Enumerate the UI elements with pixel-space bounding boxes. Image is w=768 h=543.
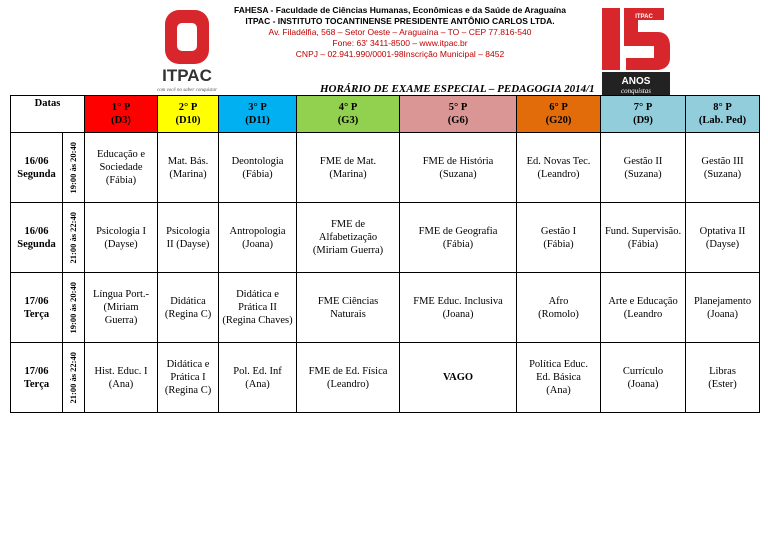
time-label: 21:00 às 22:40 [68,351,78,404]
subject-line: (Romolo) [538,308,579,320]
subject-line: Pol. Ed. Inf [233,365,282,377]
fifteen-logo-number: 15 [610,56,612,57]
schedule-cell [158,273,219,343]
subject-line: Psicologia [166,225,210,237]
subject-line: Planejamento [693,295,752,307]
subject-line: (Joana) [442,308,474,320]
subject-line: Hist. Educ. I [94,365,148,377]
period-label: 6° P [549,102,568,113]
subject-line: FME de Mat. [319,155,377,167]
schedule-cell [85,343,158,413]
header-line-1: FAHESA - Faculdade de Ciências Humanas, Econômicas e da Saúde de Araguaína [234,5,566,15]
table-row [11,343,760,413]
date-cell [11,203,63,273]
header-phone: Fone: 63' 3411-8500 – www.itpac.br [332,38,468,48]
subject-line: Arte e Educação [608,295,678,307]
schedule-cell [686,133,760,203]
time-cell [63,203,85,273]
subject-line: (Dayse) [104,238,138,250]
date-label: 17/06 [24,295,49,307]
subject-line: (Suzana) [624,168,662,180]
column-header-4p [297,96,400,133]
subject-line: (Leandro) [327,378,369,390]
schedule-cell [686,273,760,343]
table-row [11,203,760,273]
room-label: (G20) [545,115,572,126]
subject-line: Alfabetização [318,232,378,243]
column-header-1p [85,96,158,133]
subject-line: (Fábia) [442,238,474,250]
subject-line: Gestão III [701,155,744,167]
subject-line: FME Educ. Inclusiva [413,295,503,307]
itpac-logo-text: ITPAC [162,66,212,85]
schedule-cell [85,133,158,203]
table-row [11,133,760,203]
fifteen-years-logo [600,6,672,98]
period-label: 4° P [338,102,358,113]
period-label: 3° P [248,102,267,113]
schedule-cell [219,273,297,343]
exam-schedule-table [10,95,760,413]
subject-line: (Fábia) [242,168,273,180]
subject-line: Libras [709,365,736,377]
subject-line: (Joana) [707,308,738,320]
subject-line: (Ana) [108,378,134,390]
time-label: 21:00 às 22:40 [68,211,78,264]
subject-line: Prática II [238,302,277,313]
subject-line: Sociedade [99,162,143,173]
period-label: 8° P [713,102,732,113]
subject-line: (Miriam Guerra) [312,245,384,256]
column-header-7p [601,96,686,133]
subject-line: (Ana) [245,378,270,390]
schedule-cell [686,203,760,273]
room-label: (D10) [175,115,201,126]
schedule-cell [158,133,219,203]
subject-line: (Suzana) [703,168,742,180]
subject-line: (Regina C) [164,385,212,396]
subject-line: Educação e [96,149,146,160]
subject-line: (Regina C) [164,308,212,320]
subject-line: (Leandro [623,308,663,320]
schedule-cell [85,273,158,343]
subject-line: (Suzana) [439,168,477,180]
subject-line: FME de [330,219,366,230]
schedule-title: HORÁRIO DE EXAME ESPECIAL – PEDAGOGIA 2014/1 [320,83,595,95]
schedule-cell [601,343,686,413]
fifteen-logo-tagline: conquistas [621,87,651,95]
schedule-cell [297,273,400,343]
subject-line: (Regina Chaves) [222,315,293,326]
period-label: 5° P [448,102,468,113]
subject-line: Gestão I [540,225,577,237]
subject-line: Ed. Novas Tec. [526,155,591,167]
schedule-cell [517,133,601,203]
schedule-cell [400,203,517,273]
subject-line: Prática I [170,372,206,383]
room-label: (G6) [447,115,469,126]
header-line-2: ITPAC - INSTITUTO TOCANTINENSE PRESIDENTE ANTÔNIO CARLOS LTDA. [245,16,555,26]
subject-line: Didática e [166,359,210,370]
schedule-cell [400,133,517,203]
column-header-6p [517,96,601,133]
subject-line: (Dayse) [705,238,740,250]
subject-line: Psicologia I [96,225,146,237]
schedule-cell [219,343,297,413]
schedule-cell [686,343,760,413]
subject-line: (Miriam [103,302,139,313]
room-label: (Lab. Ped) [698,115,747,126]
period-label: 1° P [111,102,131,113]
room-label: (D9) [633,115,653,126]
subject-line: Antropologia [229,225,286,237]
weekday-label: Terça [23,308,50,320]
weekday-label: Segunda [17,168,56,180]
subject-line: (Fábia) [105,175,137,186]
column-header-5p [400,96,517,133]
column-header-2p [158,96,219,133]
time-cell [63,343,85,413]
subject-line: (Fábia) [543,238,574,250]
schedule-cell [297,203,400,273]
date-label: 16/06 [24,155,49,167]
subject-line: Naturais [330,308,366,320]
subject-line: (Ester) [708,378,737,390]
schedule-cell [517,273,601,343]
date-cell [11,133,63,203]
room-label: (D11) [245,115,270,126]
schedule-cell [219,133,297,203]
subject-line: (Joana) [627,378,659,390]
column-header-8p [686,96,760,133]
subject-line: Afro [548,295,569,307]
schedule-cell [158,203,219,273]
subject-line: Fund. Supervisão. [604,225,682,237]
schedule-cell [219,203,297,273]
subject-line: FME de Geografia [418,225,498,237]
subject-line: Deontologia [231,155,284,167]
header-address: Av. Filadélfia, 568 – Setor Oeste – Araguaína – TO – CEP 77.816-540 [268,27,532,37]
subject-line: Guerra) [104,315,138,326]
subject-line: FME Ciências [317,295,379,307]
table-header-row [11,96,760,133]
date-label: 17/06 [24,365,49,377]
schedule-cell [601,203,686,273]
fifteen-logo-brand: ITPAC [635,14,653,20]
room-label: (D3) [111,115,131,126]
subject-line: Política Educ. [529,359,588,370]
period-label: 2° P [178,102,198,113]
schedule-cell [297,343,400,413]
schedule-cell [601,273,686,343]
schedule-cell [517,203,601,273]
header-cnpj: CNPJ – 02.941.990/0001-98Inscrição Municipal – 8452 [295,49,505,59]
subject-line: Didática e [236,289,279,300]
time-label: 19:00 às 20:40 [68,141,78,194]
schedule-cell [517,343,601,413]
subject-line: Optativa II [699,225,746,237]
subject-line: (Joana) [242,238,273,250]
itpac-logo-tagline: com você no saber conquistar [157,88,217,93]
subject-line: (Marina) [329,168,367,180]
subject-line: (Ana) [546,385,571,396]
schedule-cell [297,133,400,203]
subject-line: Mat. Bás. [167,155,209,167]
schedule-cell [158,343,219,413]
subject-line: Ed. Básica [536,372,581,383]
subject-line: FME de Ed. Física [308,365,388,377]
date-cell [11,273,63,343]
schedule-cell [400,343,517,413]
schedule-cell [400,273,517,343]
time-cell [63,273,85,343]
weekday-label: Terça [23,378,50,390]
dates-header: Datas [11,96,85,133]
subject-line: Gestão II [623,155,663,167]
subject-line: II (Dayse) [166,238,210,250]
time-cell [63,133,85,203]
date-label: 16/06 [24,225,49,237]
subject-line: Língua Port.- [93,289,150,300]
weekday-label: Segunda [17,238,56,250]
subject-line: Didática [170,295,206,307]
fifteen-logo-years: ANOS [621,76,651,87]
subject-line: FME de História [422,155,494,167]
column-header-3p [219,96,297,133]
time-label: 19:00 às 20:40 [68,281,78,334]
institution-header [210,5,590,60]
schedule-cell [85,203,158,273]
table-row [11,273,760,343]
vacant-label: VAGO [442,372,474,383]
subject-line: (Leandro) [537,168,580,180]
subject-line: (Fábia) [627,238,659,250]
date-cell [11,343,63,413]
subject-line: Currículo [622,365,664,377]
room-label: (G3) [337,115,359,126]
subject-line: (Marina) [169,168,207,180]
period-label: 7° P [633,102,653,113]
schedule-cell [601,133,686,203]
